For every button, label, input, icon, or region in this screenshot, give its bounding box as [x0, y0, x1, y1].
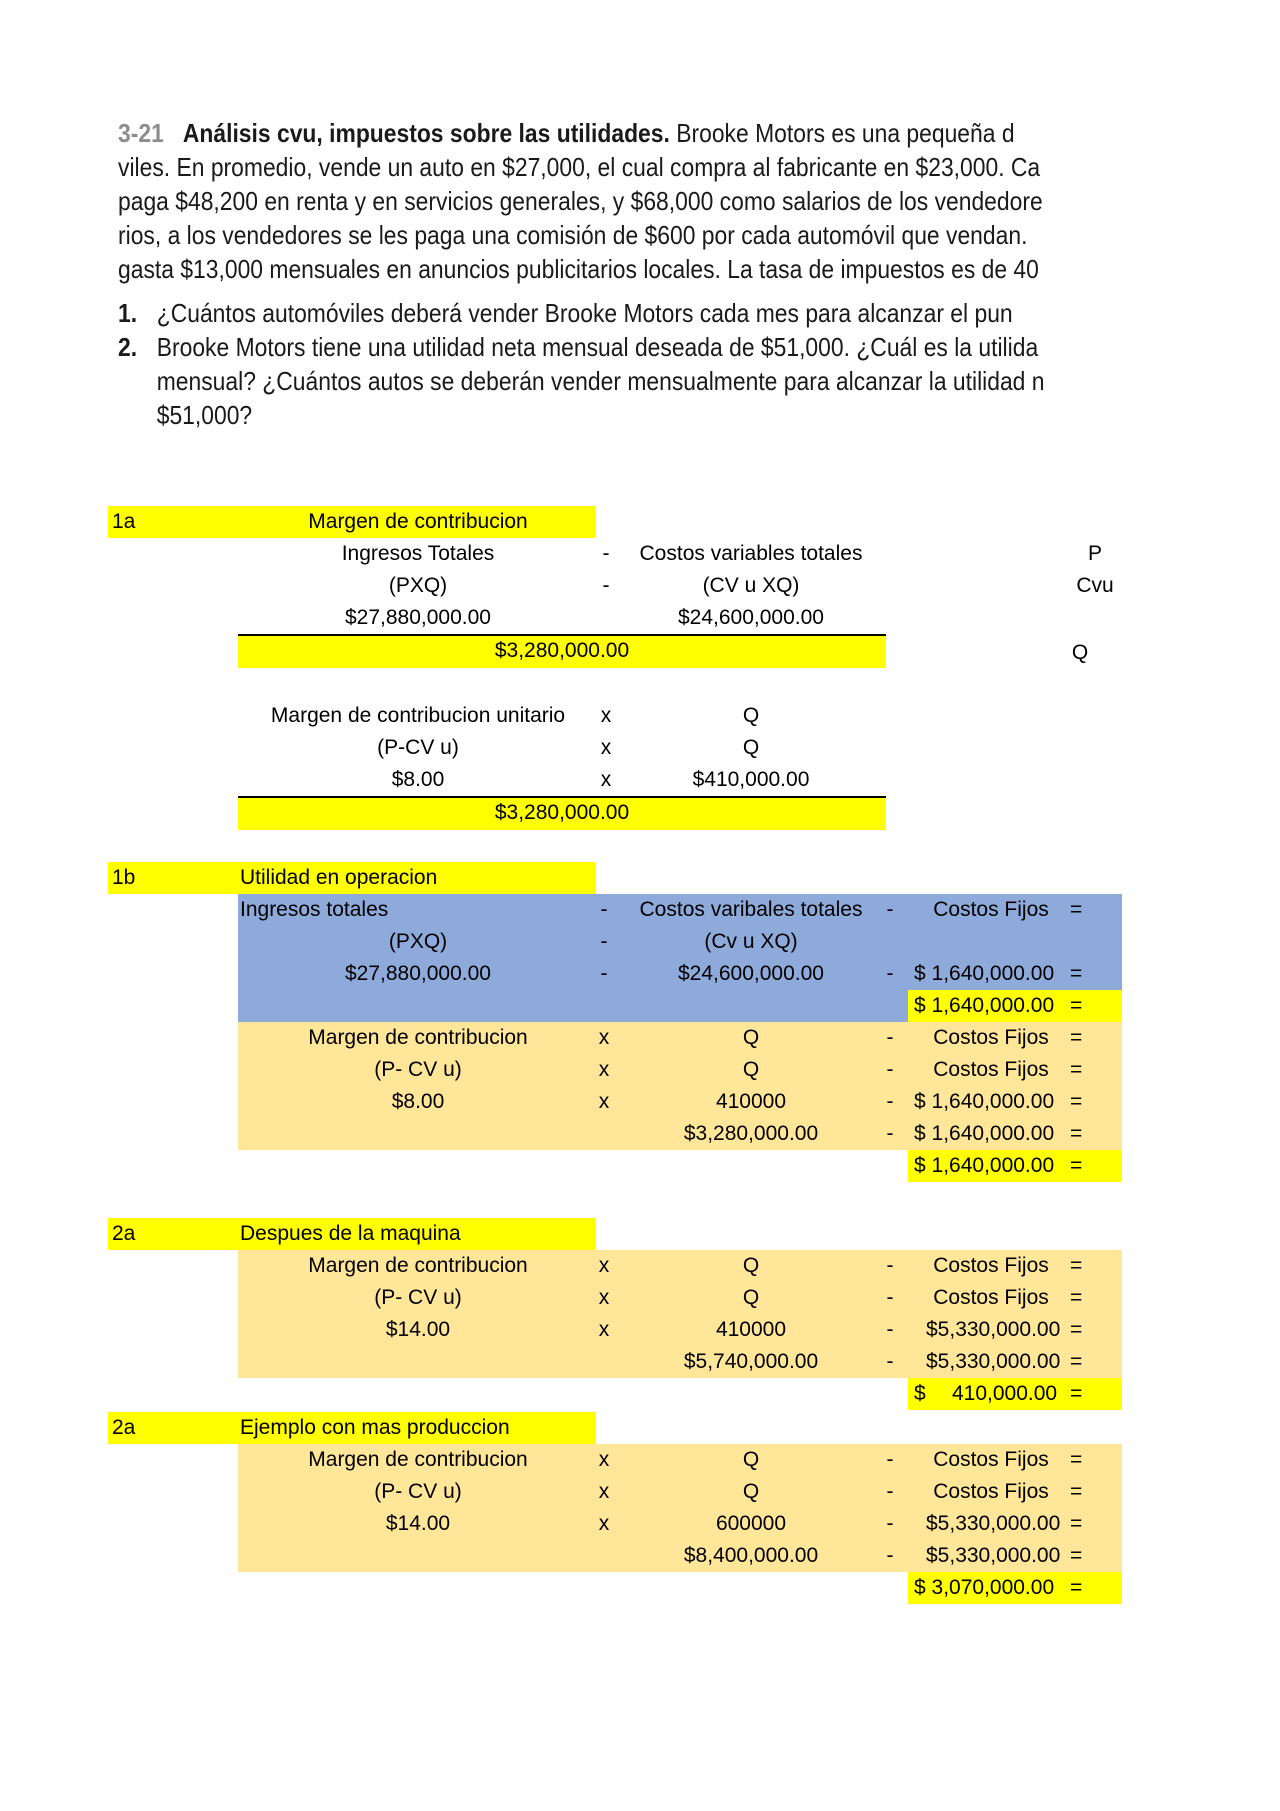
2a-result[interactable]: 410,000.00 [952, 1382, 1058, 1405]
1b-minus-4[interactable]: - [600, 962, 608, 985]
2b-eq-3[interactable]: = [1070, 1512, 1083, 1535]
2b-minus-3[interactable]: - [886, 1512, 894, 1535]
1b-blue-block-tail [238, 990, 908, 1022]
2a-minus-1[interactable]: - [886, 1254, 894, 1277]
question-2: 2. Brooke Motors tiene una utilidad neta mensual deseada de $51,000. ¿Cuál es la utilida [118, 332, 1039, 362]
2b-title[interactable]: Ejemplo con mas produccion [240, 1416, 510, 1439]
2a-eq-3[interactable]: = [1070, 1318, 1083, 1341]
2a-label[interactable]: 2a [112, 1222, 136, 1245]
1a-side-cvu[interactable]: Cvu [1076, 574, 1114, 597]
2a-result-currency[interactable]: $ [914, 1382, 926, 1405]
2a-times-2[interactable]: x [598, 1286, 610, 1309]
1b-eq-1[interactable]: = [1070, 898, 1083, 921]
2b-mc-label[interactable]: Margen de contribucion [308, 1448, 528, 1471]
1a-pcvu[interactable]: (P-CV u) [377, 736, 459, 759]
1a-label[interactable]: 1a [112, 510, 136, 533]
1a-minus-2[interactable]: - [602, 574, 610, 597]
2a-times-1[interactable]: x [598, 1254, 610, 1277]
2b-pcvu[interactable]: (P- CV u) [374, 1480, 462, 1503]
1a-total-1[interactable]: $3,280,000.00 [494, 639, 630, 662]
1b-label[interactable]: 1b [112, 866, 136, 889]
2b-mcu-value[interactable]: $14.00 [385, 1512, 451, 1535]
1a-q-value[interactable]: $410,000.00 [692, 768, 810, 791]
problem-text-1: Brooke Motors es una pequeña d [669, 118, 1015, 148]
1b-pcvu[interactable]: (P- CV u) [374, 1058, 462, 1081]
problem-text-4: rios, a los vendedores se les paga una comisión de $600 por cada automóvil que vendan. [118, 220, 1028, 250]
problem-number: 3-21 [118, 118, 164, 148]
2a-mc-label[interactable]: Margen de contribucion [308, 1254, 528, 1277]
1b-minus-7[interactable]: - [886, 1058, 894, 1081]
1b-eq-4[interactable]: = [1070, 1026, 1083, 1049]
2b-result[interactable]: $ 3,070,000.00 [914, 1576, 1055, 1599]
1b-cf-label-2[interactable]: Costos Fijos [933, 1058, 1049, 1081]
problem-text-2: viles. En promedio, vende un auto en $27,000, el cual compra al fabricante en $23,000. Ca [118, 152, 1041, 182]
1a-total-2[interactable]: $3,280,000.00 [494, 801, 630, 824]
2b-q-value[interactable]: 600000 [715, 1512, 787, 1535]
2a-mc-total[interactable]: $5,740,000.00 [683, 1350, 819, 1373]
2b-mc-total[interactable]: $8,400,000.00 [683, 1544, 819, 1567]
1a-ingresos-value[interactable]: $27,880,000.00 [345, 606, 491, 629]
1b-minus-8[interactable]: - [886, 1090, 894, 1113]
problem-text-5: gasta $13,000 mensuales en anuncios publicitarios locales. La tasa de impuestos es de 40 [118, 254, 1039, 284]
2a-cf-value-2[interactable]: $5,330,000.00 [926, 1350, 1061, 1373]
2b-cf-value-1[interactable]: $5,330,000.00 [926, 1512, 1061, 1535]
1b-eq-7[interactable]: = [1070, 1122, 1083, 1145]
1a-costos-value[interactable]: $24,600,000.00 [678, 606, 824, 629]
1b-minus-3[interactable]: - [600, 930, 608, 953]
1a-cvuxq[interactable]: (CV u XQ) [702, 574, 800, 597]
2a-pcvu[interactable]: (P- CV u) [374, 1286, 462, 1309]
2b-minus-2[interactable]: - [886, 1480, 894, 1503]
2a-q-1[interactable]: Q [742, 1254, 760, 1277]
1b-eq-8[interactable]: = [1070, 1154, 1083, 1177]
question-2-end: $51,000? [156, 400, 253, 430]
2b-times-1[interactable]: x [598, 1448, 610, 1471]
2b-minus-4[interactable]: - [886, 1544, 894, 1567]
2a-eq-1[interactable]: = [1070, 1254, 1083, 1277]
1a-side-p[interactable]: P [1087, 542, 1102, 565]
2a-minus-2[interactable]: - [886, 1286, 894, 1309]
1a-q-label[interactable]: Q [742, 704, 760, 727]
2a-eq-2[interactable]: = [1070, 1286, 1083, 1309]
1b-times-1[interactable]: x [598, 1026, 610, 1049]
1b-mc-label[interactable]: Margen de contribucion [308, 1026, 528, 1049]
2a-mcu-value[interactable]: $14.00 [385, 1318, 451, 1341]
1b-eq-6[interactable]: = [1070, 1090, 1083, 1113]
1a-pxq[interactable]: (PXQ) [388, 574, 448, 597]
1a-costos-label[interactable]: Costos variables totales [639, 542, 863, 565]
2a-minus-4[interactable]: - [886, 1350, 894, 1373]
2a-cf-value-1[interactable]: $5,330,000.00 [926, 1318, 1061, 1341]
1b-costos-fijos-label[interactable]: Costos Fijos [933, 898, 1049, 921]
2b-q-2[interactable]: Q [742, 1480, 760, 1503]
2b-eq-5[interactable]: = [1070, 1576, 1083, 1599]
1b-eq-5[interactable]: = [1070, 1058, 1083, 1081]
1a-title[interactable]: Margen de contribucion [308, 510, 528, 533]
1b-mc-total[interactable]: $3,280,000.00 [683, 1122, 819, 1145]
2a-minus-3[interactable]: - [886, 1318, 894, 1341]
1a-side-q[interactable]: Q [1071, 641, 1089, 664]
1b-mcu-value[interactable]: $8.00 [391, 1090, 445, 1113]
2a-title[interactable]: Despues de la maquina [240, 1222, 461, 1245]
1b-costos-var-label[interactable]: Costos varibales totales [639, 898, 863, 921]
1b-costos-var-value[interactable]: $24,600,000.00 [678, 962, 824, 985]
1b-minus-2[interactable]: - [886, 898, 894, 921]
1b-result-1[interactable]: $ 1,640,000.00 [914, 994, 1055, 1017]
1b-cf-value-1[interactable]: $ 1,640,000.00 [914, 1090, 1055, 1113]
1b-minus-5[interactable]: - [886, 962, 894, 985]
2b-cf-label-1[interactable]: Costos Fijos [933, 1448, 1049, 1471]
1b-cf-value-2[interactable]: $ 1,640,000.00 [914, 1122, 1055, 1145]
2b-times-2[interactable]: x [598, 1480, 610, 1503]
1b-q-2[interactable]: Q [742, 1058, 760, 1081]
1a-minus[interactable]: - [602, 542, 610, 565]
2a-cf-label-2[interactable]: Costos Fijos [933, 1286, 1049, 1309]
1b-times-2[interactable]: x [598, 1058, 610, 1081]
problem-text-3: paga $48,200 en renta y en servicios generales, y $68,000 como salarios de los vendedore [118, 186, 1043, 216]
2b-minus-1[interactable]: - [886, 1448, 894, 1471]
1a-ingresos-label[interactable]: Ingresos Totales [341, 542, 495, 565]
1b-result-2[interactable]: $ 1,640,000.00 [914, 1154, 1055, 1177]
2b-label[interactable]: 2a [112, 1416, 136, 1439]
problem-title: Análisis cvu, impuestos sobre las utilidades. [182, 118, 670, 148]
2b-times-3[interactable]: x [598, 1512, 610, 1535]
2b-q-1[interactable]: Q [742, 1448, 760, 1471]
1a-mcu-label[interactable]: Margen de contribucion unitario [270, 704, 566, 727]
1a-times[interactable]: x [600, 704, 612, 727]
question-2-cont: mensual? ¿Cuántos autos se deberán vender mensualmente para alcanzar la utilidad n [156, 366, 1045, 396]
2a-q-value[interactable]: 410000 [715, 1318, 787, 1341]
2a-cf-label-1[interactable]: Costos Fijos [933, 1254, 1049, 1277]
2b-eq-4[interactable]: = [1070, 1544, 1083, 1567]
1a-times-2[interactable]: x [600, 736, 612, 759]
2b-cf-label-2[interactable]: Costos Fijos [933, 1480, 1049, 1503]
1b-ingresos-value[interactable]: $27,880,000.00 [345, 962, 491, 985]
2b-cf-value-2[interactable]: $5,330,000.00 [926, 1544, 1061, 1567]
2b-eq-1[interactable]: = [1070, 1448, 1083, 1471]
1b-minus-1[interactable]: - [600, 898, 608, 921]
1b-minus-9[interactable]: - [886, 1122, 894, 1145]
1b-ingresos-label[interactable]: Ingresos totales [240, 898, 389, 921]
1a-times-3[interactable]: x [600, 768, 612, 791]
1b-eq-2[interactable]: = [1070, 962, 1083, 985]
1b-times-3[interactable]: x [598, 1090, 610, 1113]
1b-cf-label-1[interactable]: Costos Fijos [933, 1026, 1049, 1049]
1b-q-value[interactable]: 410000 [715, 1090, 787, 1113]
1b-title[interactable]: Utilidad en operacion [240, 866, 438, 889]
2a-q-2[interactable]: Q [742, 1286, 760, 1309]
1b-q-1[interactable]: Q [742, 1026, 760, 1049]
2b-eq-2[interactable]: = [1070, 1480, 1083, 1503]
1b-minus-6[interactable]: - [886, 1026, 894, 1049]
2a-eq-4[interactable]: = [1070, 1350, 1083, 1373]
1b-pxq[interactable]: (PXQ) [388, 930, 448, 953]
2a-eq-5[interactable]: = [1070, 1382, 1083, 1405]
1b-costos-fijos-value[interactable]: $ 1,640,000.00 [914, 962, 1055, 985]
1b-eq-3[interactable]: = [1070, 994, 1083, 1017]
question-1: 1. ¿Cuántos automóviles deberá vender Brooke Motors cada mes para alcanzar el pun [118, 298, 1013, 328]
1b-cvuxq[interactable]: (Cv u XQ) [704, 930, 798, 953]
2a-times-3[interactable]: x [598, 1318, 610, 1341]
1a-q-2[interactable]: Q [742, 736, 760, 759]
1a-mcu-value[interactable]: $8.00 [391, 768, 445, 791]
